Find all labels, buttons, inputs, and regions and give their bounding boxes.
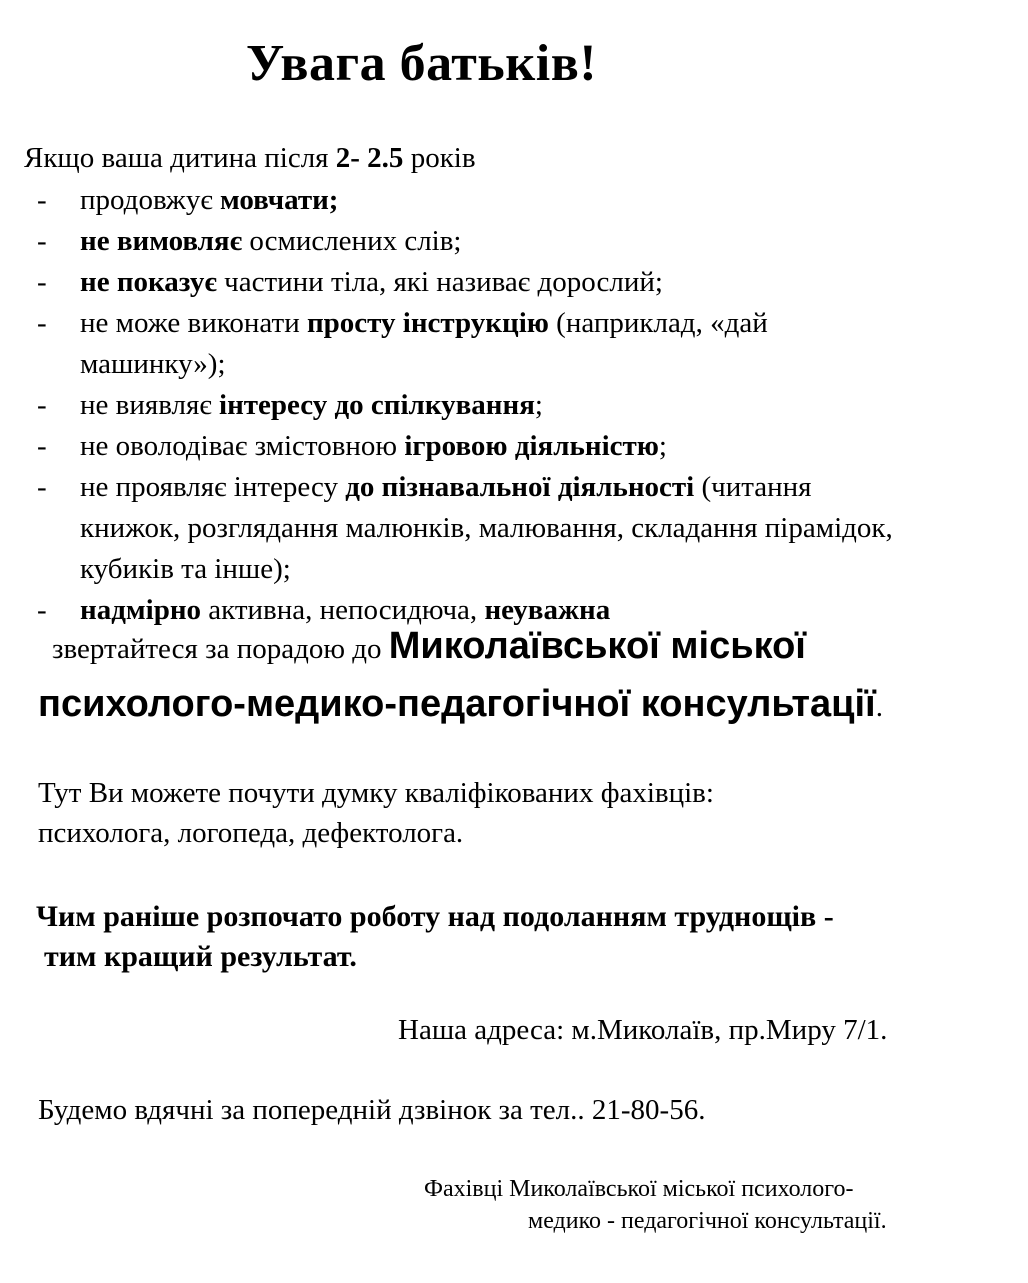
item-text: продовжує [80,184,221,216]
emphasis-text: ігровою діяльністю [404,430,659,462]
list-dash: - [37,389,47,421]
intro-after: років [403,142,476,174]
contact-prefix: звертайтеся за порадою до [52,633,389,665]
signature-line2: медико - педагогічної консультації. [528,1208,887,1234]
item-text: кубиків та інше); [80,553,291,585]
symptom-list [0,180,1028,631]
symptom-item [0,303,1028,344]
phone-line: Будемо вдячні за попередній дзвінок за тел.. 21-80-56. [38,1094,706,1126]
item-text: частини тіла, які називає дорослий; [216,266,663,298]
symptom-item [0,344,1028,385]
item-text: машинку»); [80,348,226,380]
emphasis-text: надмірно [80,594,202,626]
emphasis-text: неуважна [484,594,611,626]
emphasis-text: інтересу до спілкування [219,389,535,421]
symptom-item [0,221,1028,262]
emphasis-text: до пізнавальної діяльності [345,471,695,503]
org-name-line2: психолого-медико-педагогічної консультації [38,683,876,725]
symptom-item [0,426,1028,467]
org-name-line2-row [38,683,883,726]
contact-line [52,625,806,668]
list-dash: - [37,594,47,626]
list-dash: - [37,184,47,216]
symptom-item [0,262,1028,303]
item-text: не може виконати [80,307,307,339]
address-line: Наша адреса: м.Миколаїв, пр.Миру 7/1. [398,1014,888,1046]
intro-before: Якщо ваша дитина після [24,142,336,174]
specialists-line2: психолога, логопеда, дефектолога. [38,817,464,849]
list-dash: - [37,430,47,462]
item-text: не оволодіває змістовною [80,430,405,462]
org-name-end: . [875,691,883,723]
item-text: не виявляє [80,389,220,421]
emphasis-text: не показує [80,266,217,298]
intro-line [24,142,476,175]
list-dash: - [37,225,47,257]
item-text: (читання [694,471,812,503]
emphasis-text: просту інструкцію [306,307,549,339]
emphasis-text: мовчати; [220,184,339,216]
signature-line1: Фахівці Миколаївської міської психолого- [424,1176,854,1202]
intro-age: 2- 2.5 [335,142,404,174]
emphasis-text: не вимовляє [80,225,243,257]
list-dash: - [37,307,47,339]
list-dash: - [37,266,47,298]
symptom-item [0,385,1028,426]
item-text: не проявляє інтересу [80,471,346,503]
item-text: книжок, розглядання малюнків, малювання, складання пірамідок, [80,512,893,544]
slogan-line2: тим кращий результат. [44,940,357,973]
symptom-item [0,508,1028,549]
item-text: ; [658,430,667,462]
symptom-item [0,180,1028,221]
item-text: активна, непосидюча, [201,594,485,626]
org-name-line1: Миколаївської міської [388,625,806,667]
page-title: Увага батьків! [246,35,598,92]
list-dash: - [37,471,47,503]
item-text: ; [534,389,543,421]
slogan-line1: Чим раніше розпочато роботу над подоланням труднощів - [36,900,834,933]
item-text: (наприклад, «дай [548,307,768,339]
symptom-item [0,549,1028,590]
item-text: осмислених слів; [242,225,462,257]
specialists-line1: Тут Ви можете почути думку кваліфікованих фахівців: [38,777,714,809]
symptom-item [0,467,1028,508]
